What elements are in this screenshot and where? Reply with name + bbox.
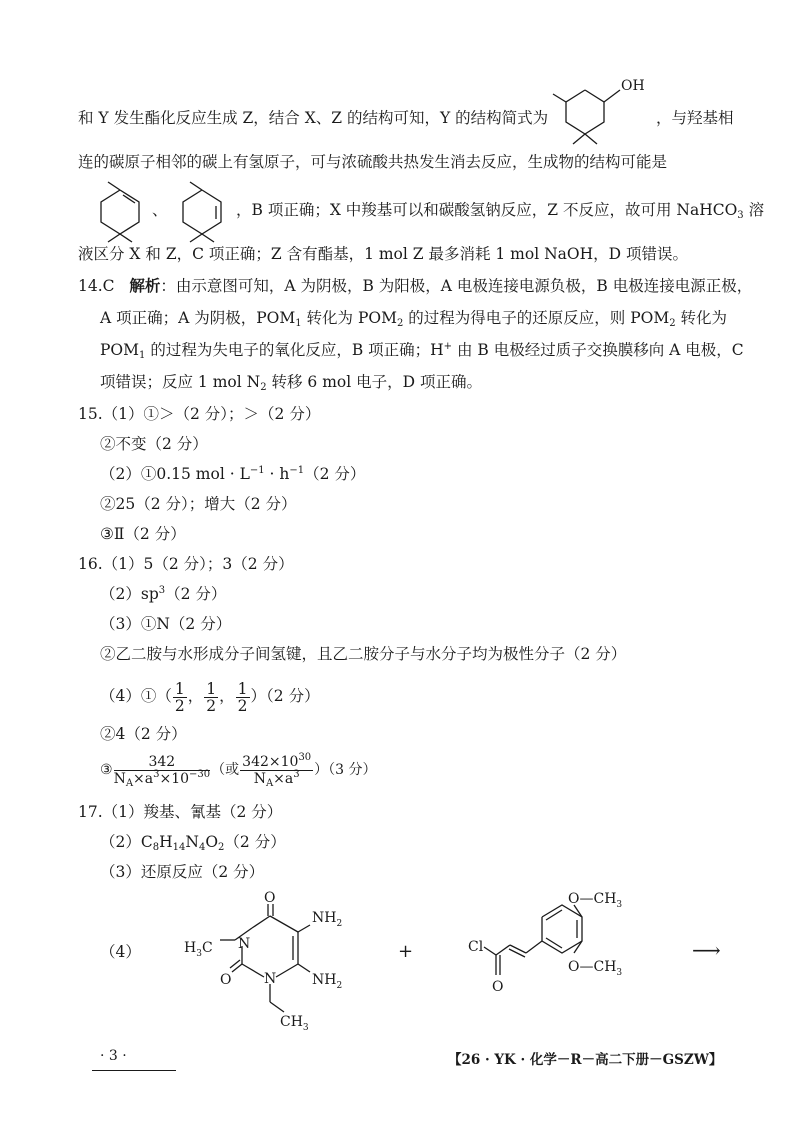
- text: 连的碳原子相邻的碳上有氢原子，可与浓硫酸共热发生消去反应，生成物的结构可能是: [78, 153, 668, 171]
- text: 3: [302, 1023, 309, 1033]
- text: 3: [737, 210, 744, 221]
- q17-line1: [78, 802, 282, 822]
- text: CH: [280, 1014, 303, 1030]
- fraction-alt: [240, 751, 313, 789]
- text: · 3 ·: [100, 1048, 127, 1064]
- fraction-answer: [114, 754, 211, 787]
- fraction: [236, 681, 250, 714]
- text: ）（3 分）: [314, 762, 377, 778]
- atom-n: N: [238, 936, 251, 952]
- text: 、: [152, 201, 168, 219]
- text: ，: [219, 687, 235, 705]
- text: 溶: [743, 201, 765, 219]
- q17-line4-label: [100, 942, 141, 962]
- text: POM: [100, 341, 140, 359]
- page-number: [100, 1048, 127, 1064]
- structure-diaminouracil: [180, 890, 360, 1040]
- text: N: [185, 833, 199, 851]
- text: （2 分）: [224, 833, 286, 851]
- atom-o: O: [492, 979, 504, 995]
- denominator: [240, 768, 313, 789]
- reaction-arrow: [692, 940, 721, 960]
- text: 由 B 电极经过质子交换膜移向 A 电极，C: [452, 341, 744, 359]
- text: 342×10: [242, 753, 299, 770]
- text: ，: [187, 687, 204, 705]
- q15-line4: [100, 494, 297, 514]
- text: 2: [336, 919, 343, 929]
- ch3-label: [280, 1014, 309, 1033]
- alkene-product-2: [182, 182, 232, 242]
- text: 转移 6 mol 电子，D 项正确。: [266, 373, 482, 391]
- text: 的过程为得电子的还原反应，则 POM: [403, 309, 670, 327]
- text: 2: [260, 382, 267, 393]
- q15-line3: [100, 464, 365, 484]
- q16-line3: [100, 614, 231, 634]
- para13-line4: [78, 244, 688, 264]
- text: 转化为 POM: [301, 309, 397, 327]
- denominator: 2: [206, 696, 217, 715]
- text: −30: [189, 768, 211, 780]
- q16-line7: [100, 750, 377, 790]
- text: ⟶: [692, 938, 721, 962]
- numerator: 1: [206, 679, 217, 698]
- denominator: 2: [237, 696, 248, 715]
- q16-line5: [100, 676, 320, 716]
- text: （3）还原反应（2 分）: [100, 863, 265, 881]
- text: （2）sp: [100, 585, 159, 603]
- numerator: 1: [174, 679, 185, 698]
- text: C: [201, 940, 213, 956]
- text: 30: [298, 751, 312, 763]
- h3c-label: [184, 940, 213, 959]
- atom-n: N: [264, 971, 277, 987]
- q14-line1: [78, 276, 752, 296]
- fraction: [173, 681, 187, 714]
- page-number-underline: [92, 1070, 176, 1071]
- para13-line1: [78, 108, 548, 128]
- q15-line1: [78, 404, 320, 424]
- separator: [152, 200, 168, 220]
- text: O—CH: [568, 891, 617, 907]
- exam-code: [448, 1048, 722, 1068]
- atom-o: O: [264, 890, 276, 906]
- text: 2: [336, 981, 343, 991]
- text: 4: [198, 842, 206, 853]
- q17-line2: [100, 832, 286, 852]
- text: 8: [152, 842, 160, 853]
- text: （3）①N（2 分）: [100, 615, 232, 633]
- text: 16.（1）5（2 分）；3（2 分）: [78, 555, 294, 573]
- text: （2 分）: [304, 465, 366, 483]
- q14-answer: C: [102, 277, 115, 295]
- oh-label: OH: [621, 78, 645, 94]
- text: 1: [139, 350, 146, 361]
- text: ②不变（2 分）: [100, 435, 208, 453]
- text: 3: [158, 585, 166, 596]
- text: ②4（2 分）: [100, 725, 187, 743]
- text: 17.（1）羧基、氰基（2 分）: [78, 803, 283, 821]
- para13-line3: [236, 200, 764, 220]
- alkene-product-1: [100, 182, 150, 242]
- q17-line3: [100, 862, 264, 882]
- text: H: [184, 940, 197, 956]
- text: ②乙二胺与水形成分子间氢键，且乙二胺分子与水分子均为极性分子（2 分）: [100, 645, 627, 663]
- nh2-label: [312, 910, 342, 929]
- nh2-label: [312, 972, 342, 991]
- text: 转化为: [675, 309, 728, 327]
- text: ，B 项正确；X 中羧基可以和碳酸氢钠反应，Z 不反应，故可用 NaHCO: [236, 201, 738, 219]
- text: 3: [153, 768, 160, 780]
- atom-cl: Cl: [468, 939, 484, 955]
- plus-sign: [398, 942, 413, 962]
- text: −1: [289, 465, 305, 476]
- text: +: [398, 941, 414, 962]
- text: ，与羟基相: [656, 109, 734, 127]
- text: A 项正确；A 为阴极，POM: [100, 309, 296, 327]
- text: O: [205, 833, 219, 851]
- q15-line5: [100, 524, 186, 544]
- text: 3: [616, 900, 623, 910]
- text: 液区分 X 和 Z，C 项正确；Z 含有酯基，1 mol Z 最多消耗 1 mol NaOH，D 项错误。: [78, 245, 688, 263]
- numerator: 342: [114, 754, 211, 771]
- text: 2: [669, 318, 676, 329]
- text: +: [443, 341, 453, 352]
- text: N: [253, 770, 266, 787]
- text: ③Ⅱ（2 分）: [100, 525, 186, 543]
- text: （2）①0.15 mol · L: [100, 465, 250, 483]
- text: ：由示意图可知，A 为阴极，B 为阳极，A 电极连接电源负极，B 电极连接电源正极，: [160, 277, 753, 295]
- jiexi-label: 解析: [129, 276, 161, 295]
- q14-line2: [100, 308, 727, 328]
- text: ×a: [273, 770, 294, 787]
- q16-line2: [100, 584, 226, 604]
- denominator: 2: [174, 696, 185, 715]
- text: 的过程为失电子的氧化反应，B 项正确；H: [145, 341, 444, 359]
- q14-line3: [100, 340, 744, 360]
- text: （2 分）: [165, 585, 227, 603]
- text: NH: [312, 972, 337, 988]
- text: 和 Y 发生酯化反应生成 Z，结合 X、Z 的结构可知，Y 的结构简式为: [78, 109, 549, 127]
- denominator: [113, 768, 211, 789]
- text: N: [113, 770, 126, 787]
- text: 3: [196, 949, 202, 959]
- text: （4）: [100, 943, 141, 961]
- text: 3: [293, 768, 300, 780]
- text: 15.（1）①＞（2 分）；＞（2 分）: [78, 405, 321, 423]
- text: ③: [100, 762, 113, 778]
- text: 项错误；反应 1 mol N: [100, 373, 261, 391]
- text: · h: [264, 465, 290, 483]
- q16-line1: [78, 554, 294, 574]
- atom-o: O: [220, 972, 232, 988]
- text: 1: [295, 318, 302, 329]
- structure-cinnamoyl-chloride: [468, 891, 670, 1015]
- structure-y: [565, 78, 655, 148]
- text: ②25（2 分）；增大（2 分）: [100, 495, 297, 513]
- text: H: [159, 833, 173, 851]
- q14-number: 14.: [78, 277, 103, 295]
- text: 3: [616, 968, 623, 978]
- para13-line1b: [656, 108, 734, 128]
- para13-line2: [78, 152, 667, 172]
- q16-line6: [100, 724, 187, 744]
- text: （2）C: [100, 833, 153, 851]
- q15-line2: [100, 434, 208, 454]
- text: −1: [249, 465, 265, 476]
- text: （或: [211, 762, 240, 778]
- numerator: 1: [237, 679, 248, 698]
- q16-line4: [100, 644, 626, 664]
- text: A: [125, 777, 134, 789]
- text: NH: [312, 910, 337, 926]
- text: 2: [218, 842, 225, 853]
- och3-label: [568, 959, 622, 978]
- text: A: [265, 777, 274, 789]
- numerator: [240, 751, 313, 771]
- fraction: [204, 681, 218, 714]
- text: 【26 · YK · 化学－R－高二下册－GSZW】: [448, 1052, 723, 1068]
- text: 14: [172, 842, 186, 853]
- q14-line4: [100, 372, 482, 392]
- text: 2: [397, 318, 404, 329]
- text: ×a: [133, 770, 154, 787]
- text: （4）①（: [100, 687, 172, 705]
- text: ×10: [159, 770, 190, 787]
- text: O—CH: [568, 959, 617, 975]
- text: ）（2 分）: [250, 687, 320, 705]
